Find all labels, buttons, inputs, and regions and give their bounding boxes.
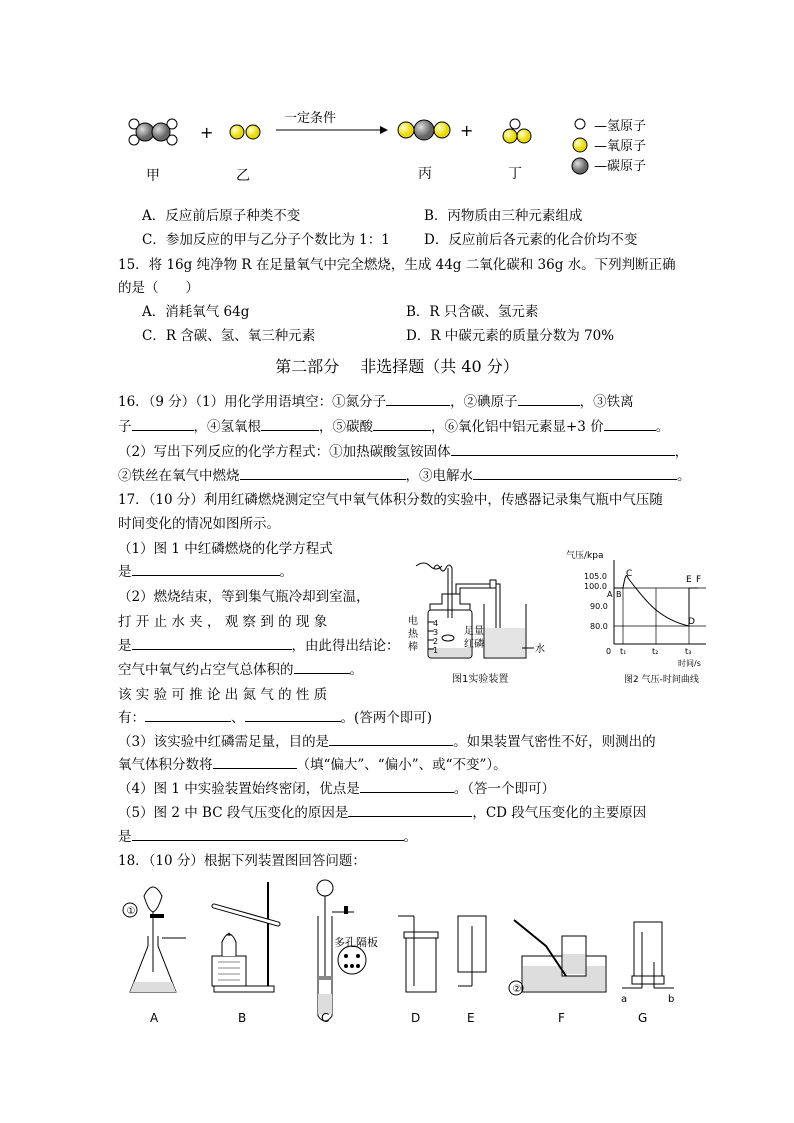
figure1-caption: 图1实验装置 xyxy=(452,674,509,685)
q16-line1 xyxy=(118,390,634,410)
point-label: C xyxy=(626,569,633,579)
figure2-caption: 图2 气压-时间曲线 xyxy=(624,675,699,685)
legend-oxygen: —氧原子 xyxy=(594,139,647,154)
label-c: C xyxy=(321,1011,330,1025)
marker-2: ② xyxy=(512,984,522,995)
q14-option-b: B．丙物质由三种元素组成 xyxy=(424,208,583,224)
q14-option-d: D．反应前后各元素的化合价均不变 xyxy=(424,232,638,248)
q17-text: ，CD 段气压变化的主要原因 xyxy=(472,805,647,821)
plus-sign: + xyxy=(460,121,474,140)
q17-p5-cont xyxy=(118,825,417,845)
q17-text: 。(答两个即可) xyxy=(340,710,433,726)
q14-option-a: A．反应前后原子种类不变 xyxy=(142,208,301,224)
label-bing: 丙 xyxy=(418,166,432,182)
q17-text: 。 xyxy=(279,564,293,580)
label-jia: 甲 xyxy=(146,168,160,184)
scale-label: 3 xyxy=(433,628,439,637)
answer-blank[interactable] xyxy=(240,467,406,480)
q16-line4 xyxy=(118,464,691,484)
legend-hydrogen: —氢原子 xyxy=(594,119,647,134)
port-a: a xyxy=(621,994,628,1005)
legend-carbon: —碳原子 xyxy=(594,159,647,174)
answer-blank[interactable] xyxy=(213,756,297,769)
molecule-jia xyxy=(129,119,177,145)
q17-text: （4）图 1 中实验装置始终密闭，优点是 xyxy=(118,781,360,797)
q17-stem-cont: 时间变化的情况如图所示。 xyxy=(118,516,280,532)
water-label: 水 xyxy=(535,644,545,655)
answer-blank[interactable] xyxy=(132,418,194,431)
answer-blank[interactable] xyxy=(473,467,677,480)
q17-text: 是 xyxy=(118,564,132,580)
q17-p4 xyxy=(118,777,555,797)
apparatus-f xyxy=(509,920,606,995)
point-label: E xyxy=(686,575,692,585)
q16-text: ，③电解水 xyxy=(405,468,473,484)
figure1-apparatus xyxy=(404,558,564,688)
q17-text: （3）该实验中红磷需足量，目的是 xyxy=(118,734,330,750)
scale-label: 2 xyxy=(433,637,439,646)
molecule-bing xyxy=(398,120,450,140)
rod-label: 热 xyxy=(408,629,418,640)
q15-option-a: A．消耗氧气 64g xyxy=(142,304,250,320)
apparatus-d xyxy=(398,916,438,992)
q17-p2-g: 该 实 验 可 推 论 出 氮 气 的 性 质 xyxy=(118,687,328,703)
q17-text: 。 xyxy=(403,829,417,845)
q16-text: ，②碘原子 xyxy=(450,394,518,410)
answer-blank[interactable] xyxy=(245,709,341,722)
q14-option-c: C．参加反应的甲与乙分子个数比为 1：1 xyxy=(142,232,390,248)
q17-p2: （2）燃烧结束，等到集气瓶冷却到室温， xyxy=(118,589,370,605)
label-yi: 乙 xyxy=(236,168,250,184)
q16-text: ，⑥氧化铝中铝元素显+3 价 xyxy=(431,419,604,435)
q17-text: 有： xyxy=(118,710,145,726)
q16-text: 。 xyxy=(655,419,670,435)
q15-option-b: B．R 只含碳、氢元素 xyxy=(406,304,539,320)
q17-p2-h xyxy=(118,706,432,726)
q17-text: 氧气体积分数将 xyxy=(118,757,213,773)
q18-apparatus-set xyxy=(118,876,698,1032)
label-d: D xyxy=(411,1011,421,1025)
partition-label: 多孔隔板 xyxy=(334,936,378,949)
apparatus-b xyxy=(212,882,278,992)
q17-p2-c xyxy=(118,634,400,654)
answer-blank[interactable] xyxy=(329,733,453,746)
answer-blank[interactable] xyxy=(132,828,404,841)
phosphorus-spoon xyxy=(442,635,454,641)
point-label: A xyxy=(607,590,613,599)
arrow-head-icon xyxy=(380,126,388,134)
q16-line2 xyxy=(118,415,669,435)
y-tick: 105.0 xyxy=(584,572,607,581)
y-tick: 100.0 xyxy=(584,582,607,591)
plus-sign: + xyxy=(200,123,214,142)
q17-p5 xyxy=(118,801,646,821)
q17-p2-e xyxy=(118,658,363,678)
answer-blank[interactable] xyxy=(360,780,454,793)
answer-blank[interactable] xyxy=(145,709,231,722)
molecule-yi xyxy=(230,125,260,139)
q17-text: ，由此得出结论： xyxy=(291,638,400,654)
label-a: A xyxy=(150,1011,159,1025)
rod-label: 棒 xyxy=(408,642,418,653)
label-b: B xyxy=(238,1011,247,1025)
q15-stem: 15．将 16g 纯净物 R 在足量氧气中完全燃烧，生成 44g 二氧化碳和 36g 水。下列判断正确 xyxy=(118,257,676,273)
q16-text: ，③铁离 xyxy=(579,394,634,410)
q17-p3 xyxy=(118,730,656,750)
label-ding: 丁 xyxy=(508,166,522,182)
x-axis-label: 时间/s xyxy=(678,659,701,668)
answer-blank[interactable] xyxy=(294,661,350,674)
answer-blank[interactable] xyxy=(518,393,580,406)
x-tick: t₂ xyxy=(652,647,659,656)
scale-label: 1 xyxy=(433,646,439,655)
molecule-ding xyxy=(503,119,531,143)
bottle-neck xyxy=(430,594,470,610)
clamp-icon xyxy=(490,580,496,588)
scale-label: 4 xyxy=(433,619,439,628)
q17-p1-cont xyxy=(118,560,293,580)
q16-text: ，⑤碳酸 xyxy=(319,419,373,435)
port-b: b xyxy=(668,994,675,1005)
q18-stem: 18．（10 分）根据下列装置图回答问题： xyxy=(118,853,366,869)
answer-blank[interactable] xyxy=(261,418,319,431)
reaction-condition: 一定条件 xyxy=(284,111,337,126)
q16-line3 xyxy=(118,440,688,460)
q17-text: （5）图 2 中 BC 段气压变化的原因是 xyxy=(118,805,349,821)
answer-blank[interactable] xyxy=(386,393,450,406)
answer-blank[interactable] xyxy=(348,804,472,817)
q15-option-c: C．R 含碳、氢、氧三种元素 xyxy=(142,328,316,344)
point-label: B xyxy=(616,590,622,599)
q17-text: 。（答一个即可） xyxy=(453,781,556,797)
q17-text: 空气中氧气约占空气总体积的 xyxy=(118,662,294,678)
answer-blank[interactable] xyxy=(132,637,292,650)
q16-text: 子 xyxy=(118,419,132,435)
x-tick: t₁ xyxy=(620,647,627,656)
atom-legend xyxy=(572,119,588,174)
q16-text: （2）写出下列反应的化学方程式：①加热碳酸氢铵固体 xyxy=(118,444,451,460)
beaker-water xyxy=(485,628,525,657)
q17-text: 、 xyxy=(231,710,245,726)
q17-text: 是 xyxy=(118,829,132,845)
label-f: F xyxy=(558,1011,565,1025)
wire-coil-icon xyxy=(434,565,452,571)
reaction-diagram xyxy=(118,108,698,188)
q17-text: （填“偏大”、“偏小”、或“不变”）。 xyxy=(296,757,507,773)
q17-p2-b: 打 开 止 水 夹 ， 观 察 到 的 现 象 xyxy=(118,614,328,630)
rod-label: 电 xyxy=(408,616,418,627)
y-axis-label: 气压/kpa xyxy=(566,551,604,561)
q16-text: 16．（9 分）（1）用化学用语填空：①氮分子 xyxy=(118,394,387,410)
point-label: F xyxy=(696,575,702,585)
answer-blank[interactable] xyxy=(604,418,656,431)
q15-stem-cont: 的是（ ） xyxy=(118,280,199,296)
marker-1: ① xyxy=(126,906,136,917)
q17-p1: （1）图 1 中红磷燃烧的化学方程式 xyxy=(118,541,333,557)
q17-stem: 17．（10 分）利用红磷燃烧测定空气中氧气体积分数的实验中，传感器记录集气瓶中气压随 xyxy=(118,492,663,508)
figure2-pressure-curve xyxy=(566,546,718,688)
section-title: 第二部分 非选择题（共 40 分） xyxy=(275,357,519,376)
x-tick: 0 xyxy=(606,647,612,656)
q17-text: 是 xyxy=(118,638,132,654)
y-tick: 90.0 xyxy=(590,602,608,611)
answer-blank[interactable] xyxy=(373,418,431,431)
y-tick: 80.0 xyxy=(590,622,608,631)
q16-text: ，④氢氧根 xyxy=(193,419,261,435)
q16-text: ②铁丝在氧气中燃烧 xyxy=(118,468,240,484)
q17-p3-cont xyxy=(118,753,507,773)
answer-blank[interactable] xyxy=(451,443,675,456)
q17-text: 。如果装置气密性不好，则测出的 xyxy=(453,734,656,750)
apparatus-e xyxy=(458,916,486,986)
answer-blank[interactable] xyxy=(132,563,280,576)
q16-text: ， xyxy=(674,444,689,460)
phosphorus-label: 红磷 xyxy=(464,639,484,650)
x-tick: t₃ xyxy=(685,647,692,656)
q15-option-d: D．R 中碳元素的质量分数为 70% xyxy=(406,328,615,344)
q17-text: 。 xyxy=(349,662,363,678)
apparatus-a xyxy=(123,887,186,992)
label-e: E xyxy=(467,1011,475,1025)
q16-text: 。 xyxy=(677,468,691,484)
point-label: D xyxy=(688,617,695,627)
apparatus-g xyxy=(622,922,674,988)
label-g: G xyxy=(638,1011,648,1025)
phosphorus-label: 足量 xyxy=(464,626,484,637)
apparatus-c xyxy=(317,880,366,1021)
